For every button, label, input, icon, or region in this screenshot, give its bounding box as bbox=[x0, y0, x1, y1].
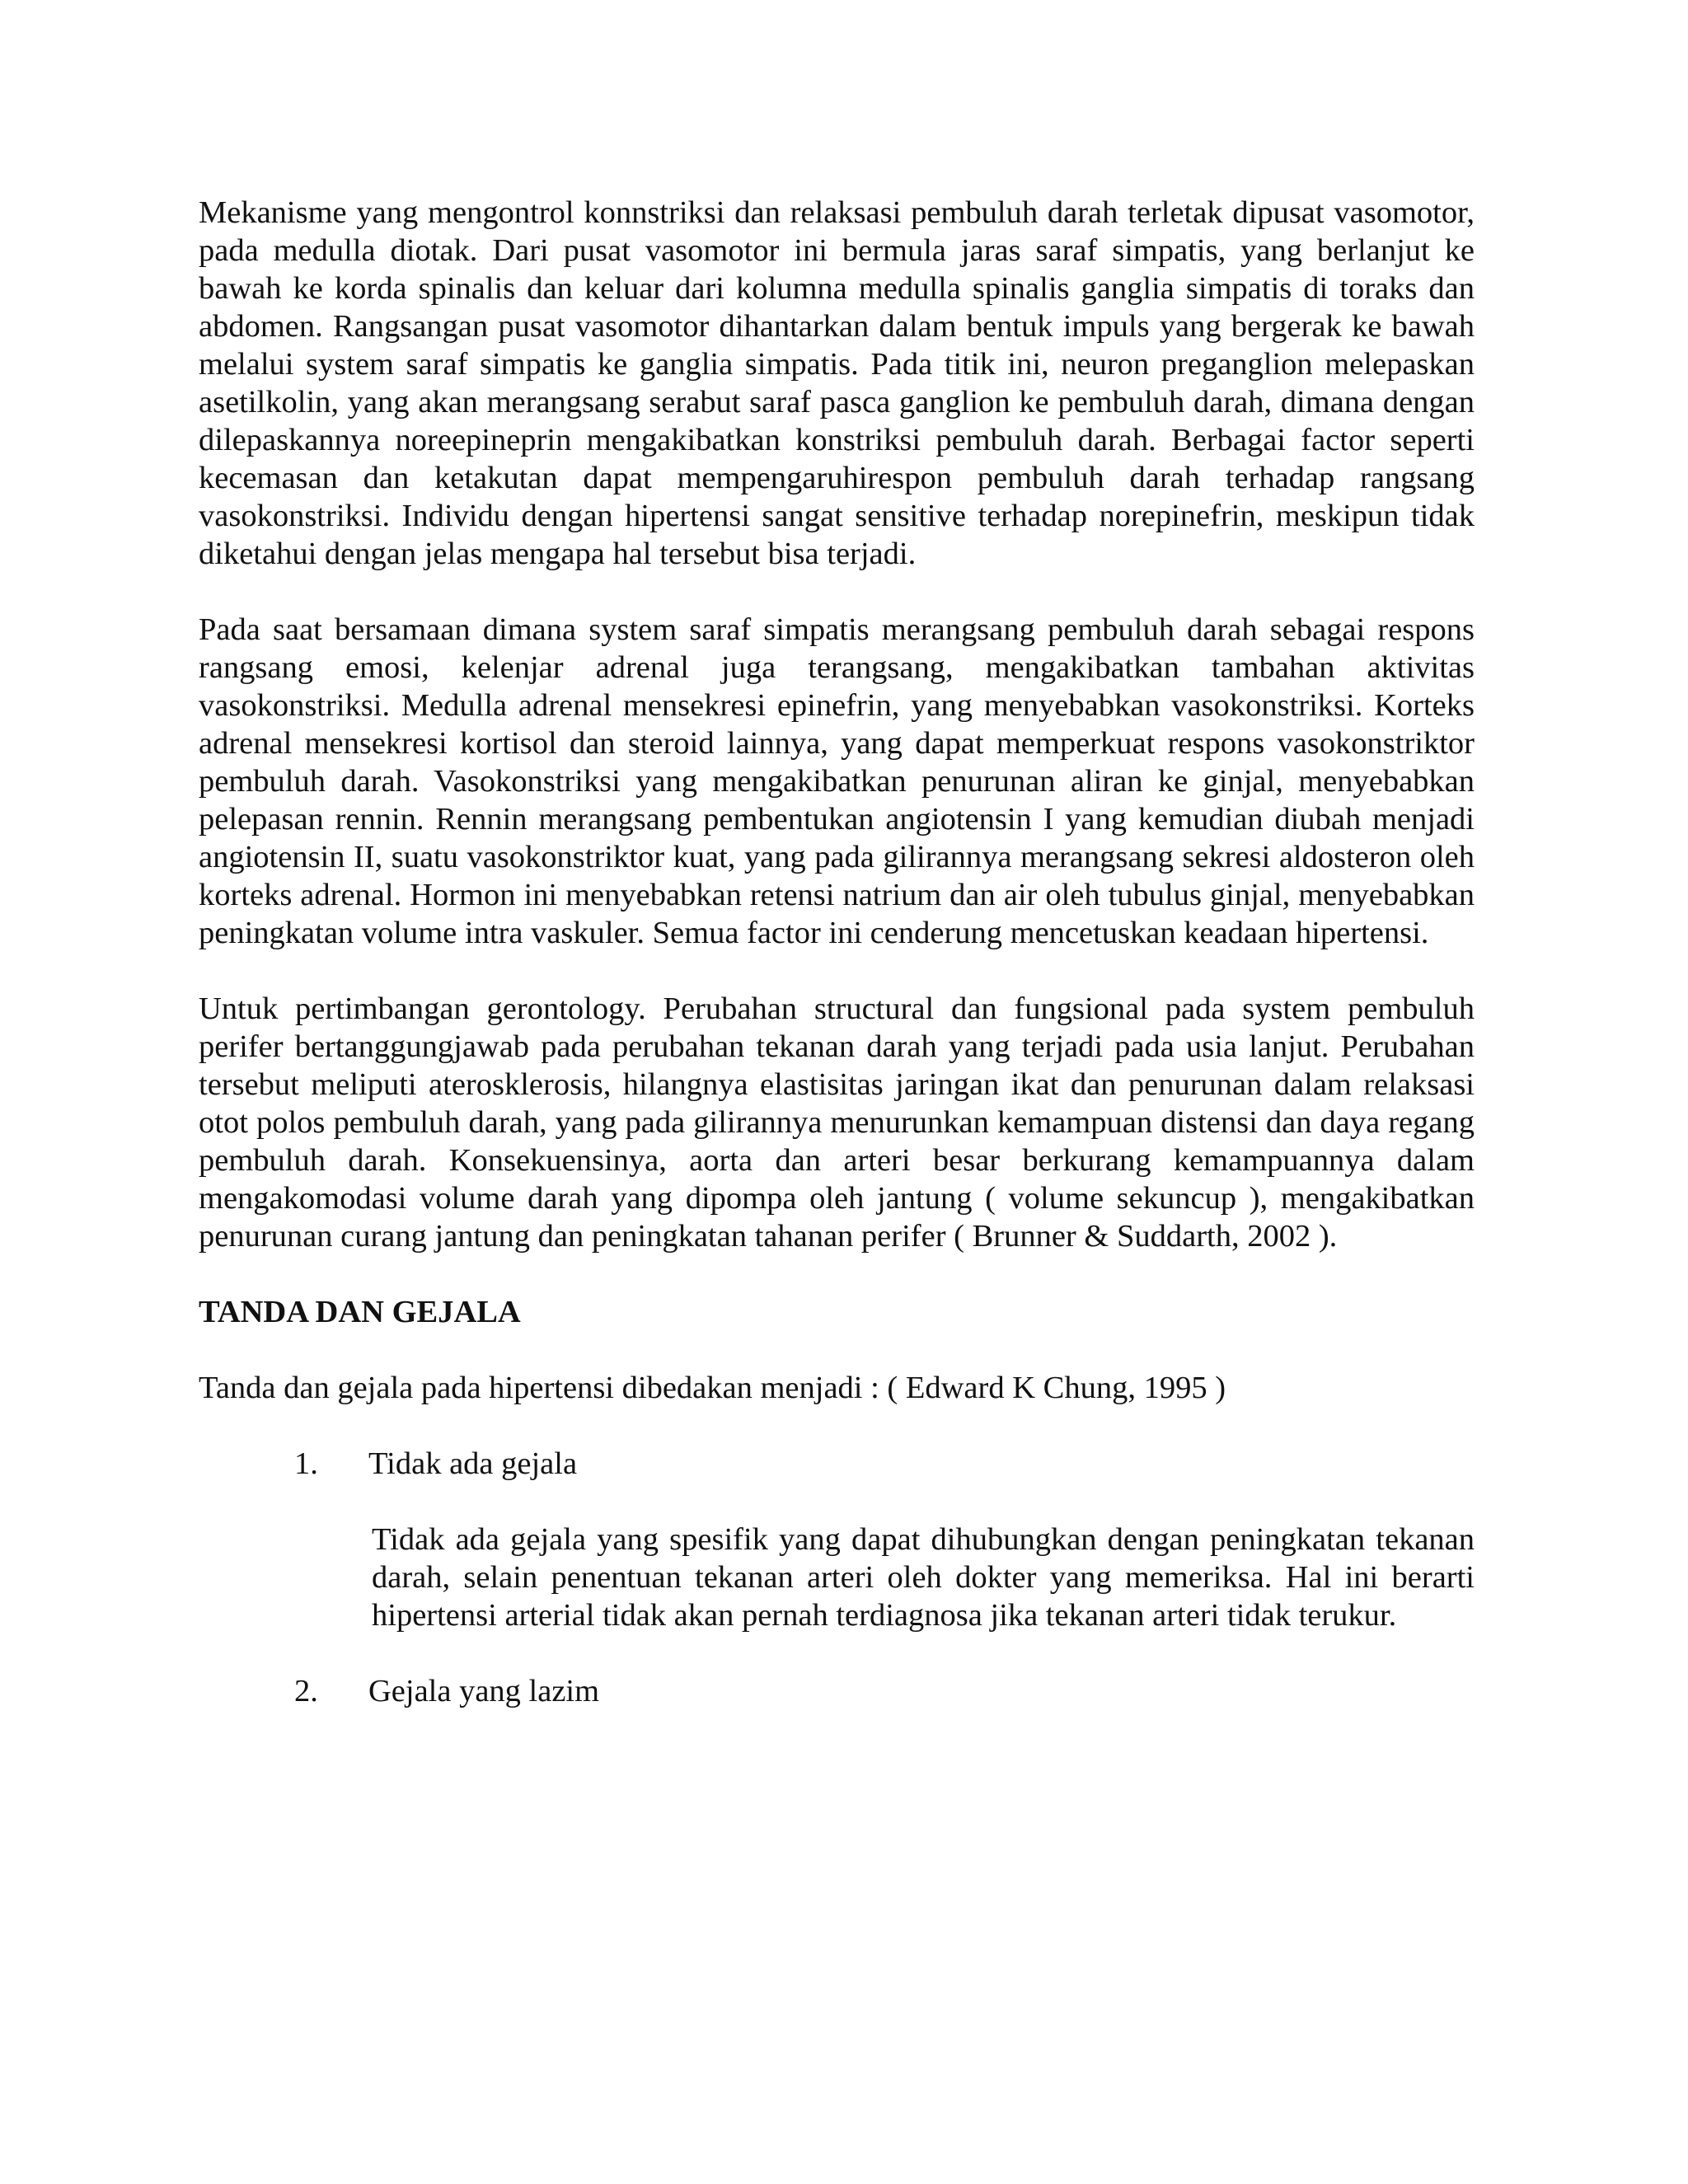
list-item-number: 1. bbox=[294, 1446, 318, 1481]
list-item-label: Tidak ada gejala bbox=[368, 1446, 578, 1481]
paragraph-sistem-saraf: Pada saat bersamaan dimana system saraf simpatis merangsang pembuluh darah sebagai respons rangsang emosi, kelenjar adrenal juga terangsang, mengakibatkan tambahan aktivitas vasokonstriksi. Medulla adrenal mensekresi epinefrin, yang menyebabkan vasokonstriksi. Korteks adrenal mensekresi kortisol dan steroid lainnya, yang dapat memperkuat respons vasokonstriktor pembuluh darah. Vasokonstriksi yang mengakibatkan penurunan aliran ke ginjal, menyebabkan pelepasan rennin. Rennin merangsang pembentukan angiotensin I yang kemudian diubah menjadi angiotensin II, suatu vasokonstriktor kuat, yang pada gilirannya merangsang sekresi aldosteron oleh korteks adrenal. Hormon ini menyebabkan retensi natrium dan air oleh tubulus ginjal, menyebabkan peningkatan volume intra vaskuler. Semua factor ini cenderung mencetuskan keadaan hipertensi. bbox=[199, 612, 1475, 950]
paragraph-gerontology: Untuk pertimbangan gerontology. Perubahan structural dan fungsional pada system pembuluh perifer bertanggungjawab pada perubahan tekanan darah yang terjadi pada usia lanjut. Perubahan tersebut meliputi aterosklerosis, hilangnya elastisitas jaringan ikat dan penurunan dalam relaksasi otot polos pembuluh darah, yang pada gilirannya menurunkan kemampuan distensi dan daya regang pembuluh darah. Konsekuensinya, aorta dan arteri besar berkurang kemampuannya dalam mengakomodasi volume darah yang dipompa oleh jantung ( volume sekuncup ), mengakibatkan penurunan curang jantung dan peningkatan tahanan perifer ( Brunner & Suddarth, 2002 ). bbox=[199, 991, 1475, 1254]
document-content bbox=[199, 194, 1475, 1748]
list-item-2 bbox=[199, 1672, 1475, 1710]
list-item-body: Tidak ada gejala yang spesifik yang dapat dihubungkan dengan peningkatan tekanan darah, selain penentuan tekanan arteri oleh dokter yang memeriksa. Hal ini berarti hipertensi arterial tidak akan pernah terdiagnosa jika tekanan arteri tidak terukur. bbox=[372, 1522, 1475, 1633]
section-intro: Tanda dan gejala pada hipertensi dibedakan menjadi : ( Edward K Chung, 1995 ) bbox=[199, 1371, 1226, 1405]
section-heading: TANDA DAN GEJALA bbox=[199, 1295, 521, 1329]
list-item-label: Gejala yang lazim bbox=[368, 1674, 600, 1708]
list-item-number: 2. bbox=[294, 1674, 318, 1708]
paragraph-mekanisme: Mekanisme yang mengontrol konnstriksi dan relaksasi pembuluh darah terletak dipusat vasomotor, pada medulla diotak. Dari pusat vasomotor ini bermula jaras saraf simpatis, yang berlanjut ke bawah ke korda spinalis dan keluar dari kolumna medulla spinalis ganglia simpatis di toraks dan abdomen. Rangsangan pusat vasomotor dihantarkan dalam bentuk impuls yang bergerak ke bawah melalui system saraf simpatis ke ganglia simpatis. Pada titik ini, neuron preganglion melepaskan asetilkolin, yang akan merangsang serabut saraf pasca ganglion ke pembuluh darah, dimana dengan dilepaskannya noreepineprin mengakibatkan konstriksi pembuluh darah. Berbagai factor seperti kecemasan dan ketakutan dapat mempengaruhirespon pembuluh darah terhadap rangsang vasokonstriksi. Individu dengan hipertensi sangat sensitive terhadap norepinefrin, meskipun tidak diketahui dengan jelas mengapa hal tersebut bisa terjadi. bbox=[199, 195, 1475, 571]
list-item-1 bbox=[199, 1445, 1475, 1483]
